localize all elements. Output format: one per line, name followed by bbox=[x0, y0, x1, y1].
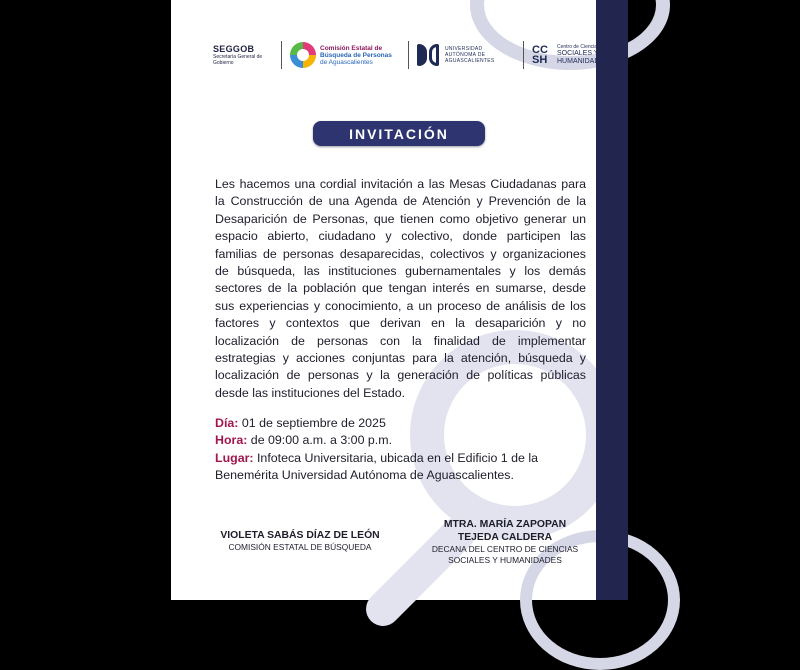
invitation-title: INVITACIÓN bbox=[313, 121, 485, 146]
uaa-emblem-icon bbox=[417, 44, 441, 66]
cebp-line3: de Aguascalientes bbox=[320, 58, 373, 66]
ccsh-line2: SOCIALES Y bbox=[557, 50, 599, 57]
signer-role-line2: SOCIALES Y HUMANIDADES bbox=[448, 555, 562, 565]
decorative-frame-bar bbox=[596, 0, 628, 600]
ccsh-logo bbox=[532, 44, 609, 66]
place-row bbox=[215, 450, 595, 485]
ccsh-line1: Centro de Ciencias bbox=[557, 44, 600, 50]
seggob-subtitle: Secretaría General de Gobierno bbox=[213, 54, 263, 66]
signer-name: VIOLETA SABÁS DÍAZ DE LEÓN bbox=[220, 530, 380, 541]
cebp-emblem-icon bbox=[290, 42, 316, 68]
time-label: Hora: bbox=[215, 433, 248, 448]
day-row bbox=[215, 415, 595, 432]
signer-name-line1: MTRA. MARÍA ZAPOPAN bbox=[443, 519, 567, 530]
signer-name-line2: TEJEDA CALDERA bbox=[457, 532, 553, 543]
uaa-line2: AUTÓNOMA DE bbox=[445, 52, 486, 58]
time-row bbox=[215, 432, 595, 449]
cebp-line1: Comisión Estatal de bbox=[320, 44, 383, 52]
uaa-line1: UNIVERSIDAD bbox=[445, 46, 483, 52]
signature-left bbox=[215, 529, 385, 553]
invitation-body: Les hacemos una cordial invitación a las Mesas Ciudadanas para la Construcción de una Agenda de Atención y Prevención de la Desaparición de Personas, que tienen como objetivo generar un espacio abierto, ciudadano y colectivo, donde participen las familias de personas desaparecidas, colectivos y organizaciones de búsqueda, las instituciones gubernamentales y los demás sectores de la población que tengan interés en sumarse, desde sus experiencias y conocimiento, a un proceso de análisis de los factores y contextos que derivan en la desaparición y no localización de personas con la finalidad de implementar estrategias y acciones conjuntas para la atención, búsqueda y localización de personas y la generación de políticas públicas desde las instituciones del Estado. bbox=[215, 177, 586, 400]
ccsh-emblem: CC SH bbox=[532, 44, 548, 66]
seggob-title: SEGGOB bbox=[213, 44, 255, 54]
cebp-line2: Búsqueda de Personas bbox=[320, 51, 392, 59]
uaa-logo bbox=[417, 44, 515, 66]
signer-role: COMISIÓN ESTATAL DE BÚSQUEDA bbox=[228, 542, 372, 552]
logo-separator bbox=[408, 41, 409, 69]
event-details bbox=[215, 415, 595, 485]
uaa-line3: AGUASCALIENTES bbox=[445, 58, 495, 64]
place-label: Lugar: bbox=[215, 450, 254, 465]
logo-bar bbox=[213, 40, 609, 70]
logo-separator bbox=[523, 41, 524, 69]
logo-separator bbox=[281, 41, 282, 69]
time-value: de 09:00 a.m. a 3:00 p.m. bbox=[247, 433, 393, 448]
seggob-logo bbox=[213, 44, 273, 66]
signature-right bbox=[420, 518, 590, 566]
cebp-logo bbox=[290, 42, 400, 68]
signer-role-line1: DECANA DEL CENTRO DE CIENCIAS bbox=[431, 544, 579, 554]
day-label: Día: bbox=[215, 416, 239, 430]
ccsh-line3: HUMANIDADES bbox=[557, 58, 609, 65]
place-value: Infoteca Universitaria, ubicada en el Edificio 1 de la Benemérita Universidad Autónoma de Aguascalientes. bbox=[215, 450, 539, 483]
day-value: 01 de septiembre de 2025 bbox=[238, 416, 386, 430]
